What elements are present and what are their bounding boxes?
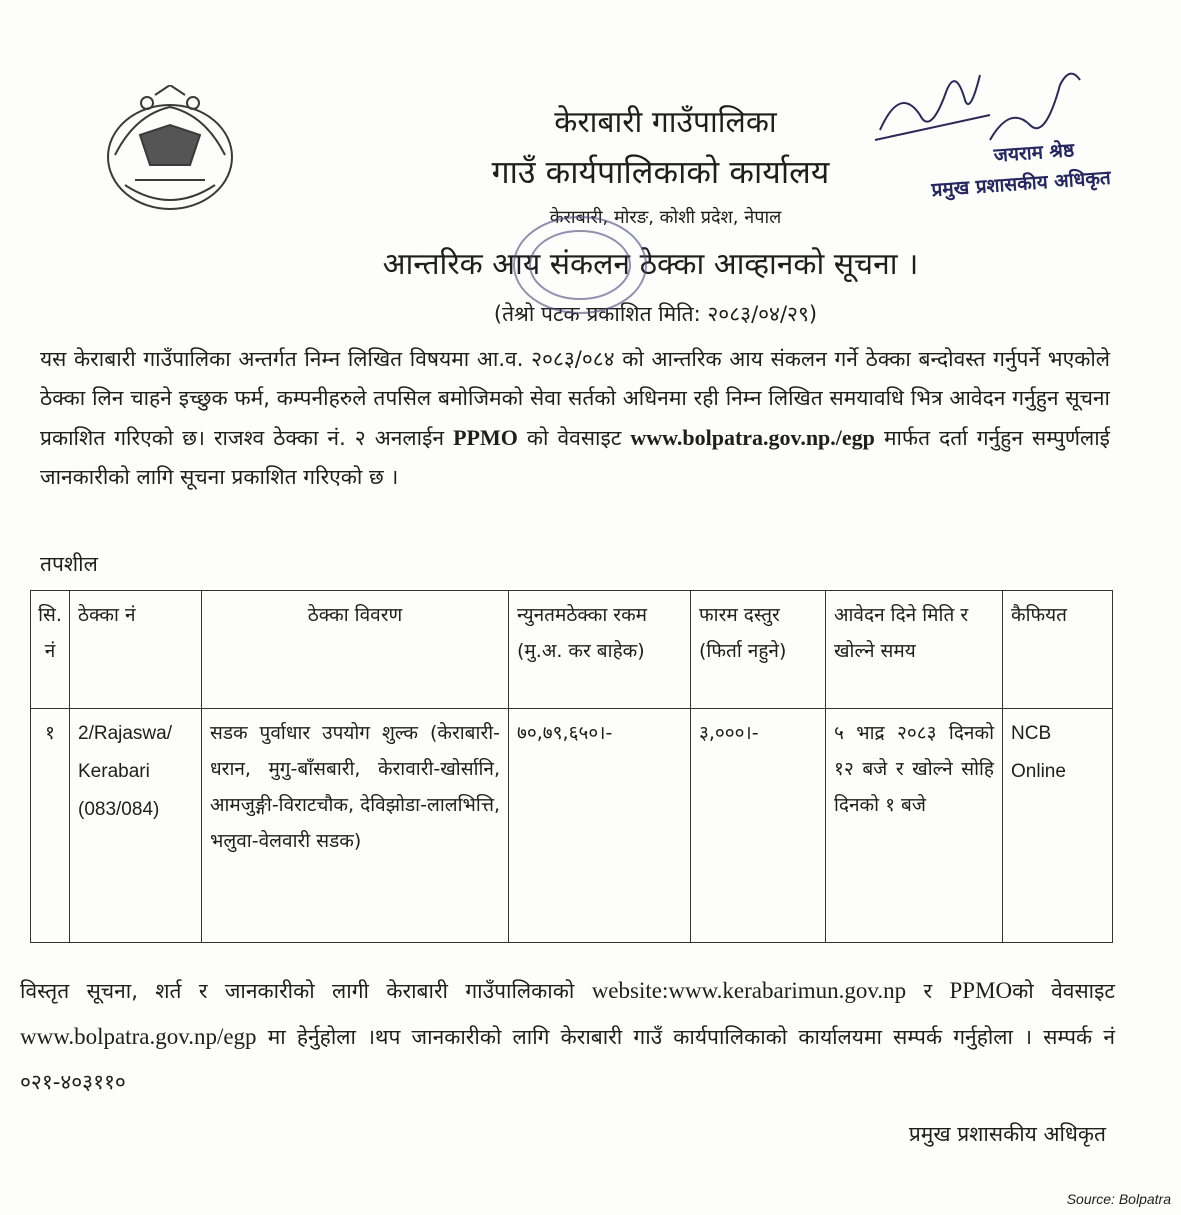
notice-title: आन्तरिक आय संकलन ठेक्का आव्हानको सूचना । (382, 247, 919, 282)
cell-date-time: ५ भाद्र २०८३ दिनको १२ बजे र खोल्ने सोहि दिनको १ बजे (826, 709, 1003, 943)
footer-paragraph (20, 968, 1115, 1105)
header-description: ठेक्का विवरण (202, 591, 509, 709)
paragraph-text-1: यस केराबारी गाउँपालिका अन्तर्गत निम्न लिखित विषयमा आ.व. २०८३/०८४ को आन्तरिक आय संकलन गर्ने ठेक्का बन्दोवस्त गर्नुपर्ने भएकोले ठेक्का लिन चाहने इच्छुक फर्म, कम्पनीहरुले तपसिल बमोजिमको सेवा सर्तको अधिनमा रही निम्न लिखित समयावधि भित्र आवेदन गर्नुहुन सूचना प्रकाशित गरिएको छ। राजश्व ठेक्का नं. २ अनलाईन (40, 347, 1110, 450)
office-name: गाउँ कार्यपालिकाको कार्यालय (491, 153, 830, 191)
header-min-amount: न्युनतमठेक्का रकम (मु.अ. कर बाहेक) (509, 591, 691, 709)
publication-date: (तेश्रो पटक प्रकाशित मिति: २०८३/०४/२९) (493, 302, 818, 326)
header-serial: सि. नं (31, 591, 70, 709)
cell-min-amount: ७०,७९,६५०।- (509, 709, 691, 943)
bolpatra-link[interactable]: www.bolpatra.gov.np./egp (630, 425, 875, 450)
notice-paragraph (40, 340, 1110, 497)
footer-text-2: र (923, 979, 933, 1003)
table-header-row (31, 591, 1113, 709)
details-label: तपशील (40, 552, 98, 576)
cell-serial: १ (31, 709, 70, 943)
office-seal-stamp (505, 210, 655, 320)
ppmo-label: PPMO (453, 425, 518, 450)
cell-remarks: NCB Online (1003, 709, 1113, 943)
contract-details-table (30, 590, 1113, 943)
header-remarks: कैफियत (1003, 591, 1113, 709)
office-address: केराबारी, मोरङ, कोशी प्रदेश, नेपाल (549, 207, 782, 228)
officer-designation: प्रमुख प्रशासकीय अधिकृत (930, 166, 1112, 202)
footer-text-1: विस्तृत सूचना, शर्त र जानकारीको लागी केराबारी गाउँपालिकाको (20, 979, 575, 1003)
cell-contract-no: 2/Rajaswa/ Kerabari (083/084) (70, 709, 202, 943)
header-contract-no: ठेक्का नं (70, 591, 202, 709)
footer-ppmo-label: PPMO (949, 978, 1013, 1003)
header-date-time: आवेदन दिने मिति र खोल्ने समय (826, 591, 1003, 709)
cell-form-fee: ३,०००।- (691, 709, 826, 943)
paragraph-text-3: मार्फत दर्ता गर्नुहुन सम्पुर्णलाई जानकारीको लागि सूचना प्रकाशित गरिएको छ । (40, 426, 1110, 489)
cell-description: सडक पुर्वाधार उपयोग शुल्क (केराबारी-धरान, मुगु-बाँसबारी, केरावारी-खोर्सानि, आमजुङ्गी-विराटचौक, देविझोडा-लालभित्ति, भलुवा-वेलवारी सडक) (202, 709, 509, 943)
municipality-name: केराबारी गाउँपालिका (554, 105, 777, 140)
officer-name: जयराम श्रेष्ठ (993, 139, 1075, 167)
paragraph-text-2: को वेवसाइट (526, 426, 622, 450)
source-credit: Source: Bolpatra (1066, 1191, 1171, 1207)
municipality-website-link[interactable]: website:www.kerabarimun.gov.np (591, 978, 907, 1003)
signatory-designation: प्रमुख प्रशासकीय अधिकृत (908, 1122, 1106, 1146)
footer-text-3: को वेवसाइट (1012, 979, 1115, 1003)
header-form-fee: फारम दस्तुर (फिर्ता नहुने) (691, 591, 826, 709)
table-row (31, 709, 1113, 943)
footer-bolpatra-link[interactable]: www.bolpatra.gov.np/egp (20, 1024, 257, 1049)
footer-text-4: मा हेर्नुहोला ।थप जानकारीको लागि केराबारी गाउँ कार्यपालिकाको कार्यालयमा सम्पर्क गर्नुहोला । सम्पर्क नं ०२१-४०३११० (20, 1025, 1115, 1094)
